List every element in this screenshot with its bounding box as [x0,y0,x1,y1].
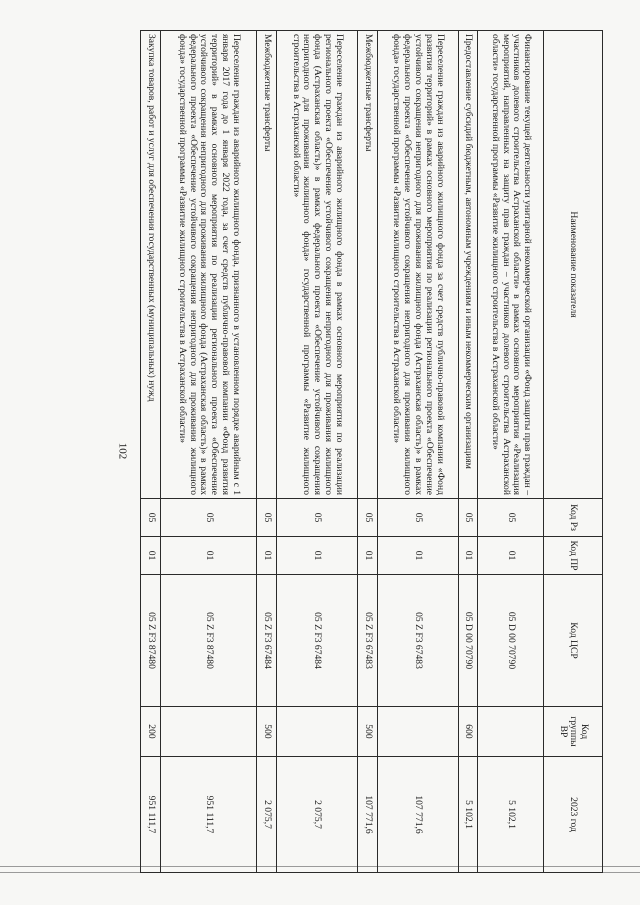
header-name: Наименование показателя [544,31,603,499]
budget-table-rotated [140,30,603,872]
table-row [377,31,458,873]
table-row [257,31,277,873]
row-sum: 107 771,6 [377,757,458,873]
budget-table [140,30,603,873]
row-vr: 600 [458,707,478,757]
row-name: Межбюджетные трансферты [357,31,377,499]
row-vr: 200 [141,707,161,757]
row-sum: 951 111,7 [141,757,161,873]
row-name: Переселение граждан из аварийного жилищного фонда в рамках основного мероприятия по реализации регионального проекта «Обеспечение устойчивого сокращения непригодного для проживания жилищного фонда (Астраханская область)» в рамках федерального проекта «Обеспечение устойчивого сокращения непригодного для проживания жилищного фонда» государственной программы «Развитие жилищного строительства в Астраханской области» [276,31,357,499]
row-name: Переселение граждан из аварийного жилищного фонда за счет средств публично-правовой компании «Фонд развития территорий» в рамках основного мероприятия по реализации регионального проекта «Обеспечение устойчивого сокращения непригодного для проживания жилищного фонда (Астраханская область)» в рамках федерального проекта «Обеспечение устойчивого сокращения непригодного для проживания жилищного фонда» государственной программы «Развитие жилищного строительства в Астраханской области» [377,31,458,499]
row-sum: 951 111,7 [160,757,256,873]
row-csr: 05 Z F3 67484 [257,575,277,707]
row-pr: 01 [357,537,377,575]
row-vr [160,707,256,757]
table-row [458,31,478,873]
row-rz: 05 [141,499,161,537]
row-name: Предоставление субсидий бюджетным, автономным учреждениям и иным некоммерческим организациям [458,31,478,499]
row-csr: 05 D 00 70790 [458,575,478,707]
row-vr [276,707,357,757]
row-rz: 05 [257,499,277,537]
row-vr: 500 [257,707,277,757]
row-name: Переселение граждан из аварийного жилищного фонда, признанного в установленном порядке аварийным с 1 января 2017 года до 1 января 2022 года, за счет средств публично-правовой компании «Фонд развития территорий» в рамках основного мероприятия по реализации регионального проекта «Обеспечение устойчивого сокращения непригодного для проживания жилищного фонда (Астраханская область)» в рамках федерального проекта «Обеспечение устойчивого сокращения непригодного для проживания жилищного фонда» государственной программы «Развитие жилищного строительства в Астраханской области» [160,31,256,499]
header-vr: Код группы ВР [544,707,603,757]
row-pr: 01 [257,537,277,575]
row-rz: 05 [357,499,377,537]
row-rz: 05 [377,499,458,537]
row-name: Закупка товаров, работ и услуг для обеспечения государственных (муниципальных) нужд [141,31,161,499]
row-pr: 01 [141,537,161,575]
row-sum: 2 075,7 [276,757,357,873]
row-name: Финансирование текущей деятельности унитарной некоммерческой организации «Фонд защиты прав граждан – участников долевого строительства Астраханской области» в рамках основного мероприятия «Реализация мероприятий, направленных на защиту прав граждан – участников долевого строительства Астраханской области» государственной программы «Развитие жилищного строительства в Астраханской области» [478,31,544,499]
row-name: Межбюджетные трансферты [257,31,277,499]
row-pr: 01 [160,537,256,575]
row-rz: 05 [478,499,544,537]
header-rz: Код Рз [544,499,603,537]
row-csr: 05 Z F3 87480 [160,575,256,707]
row-sum: 107 771,6 [357,757,377,873]
row-vr [377,707,458,757]
row-sum: 5 102,1 [458,757,478,873]
row-csr: 05 Z F3 67483 [357,575,377,707]
table-row [276,31,357,873]
table-row [141,31,161,873]
row-sum: 5 102,1 [478,757,544,873]
page-number: 102 [116,442,129,460]
row-pr: 01 [377,537,458,575]
row-vr [478,707,544,757]
table-row [478,31,544,873]
table-header-row [544,31,603,873]
row-vr: 500 [357,707,377,757]
header-year: 2023 год [544,757,603,873]
row-pr: 01 [458,537,478,575]
row-pr: 01 [478,537,544,575]
row-rz: 05 [276,499,357,537]
row-csr: 05 Z F3 87480 [141,575,161,707]
row-csr: 05 Z F3 67484 [276,575,357,707]
row-sum: 2 075,7 [257,757,277,873]
header-csr: Код ЦСР [544,575,603,707]
row-pr: 01 [276,537,357,575]
row-rz: 05 [458,499,478,537]
row-csr: 05 Z F3 67483 [377,575,458,707]
table-row [357,31,377,873]
header-pr: Код ПР [544,537,603,575]
row-csr: 05 D 00 70790 [478,575,544,707]
table-row [160,31,256,873]
row-rz: 05 [160,499,256,537]
